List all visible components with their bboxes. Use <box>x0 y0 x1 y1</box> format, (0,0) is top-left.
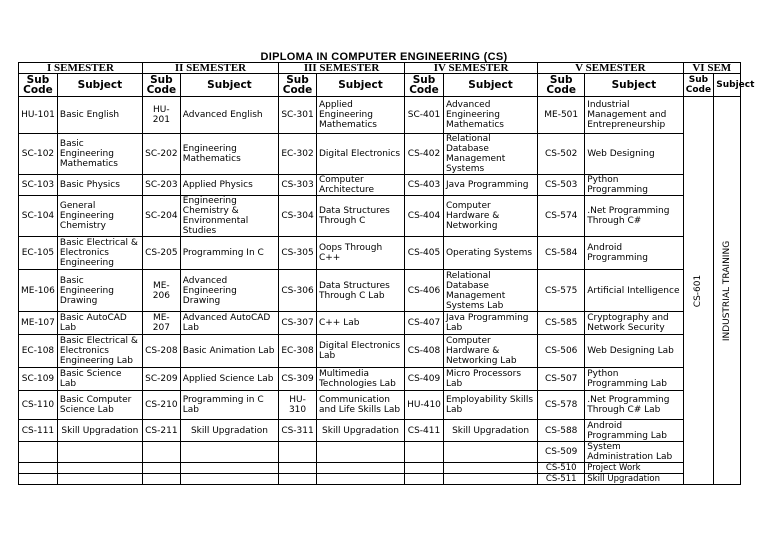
empty-cell <box>19 463 58 474</box>
empty-cell <box>57 463 142 474</box>
empty-cell <box>316 442 404 463</box>
subject-name-cell: Multimedia Technologies Lab <box>316 368 404 391</box>
sem6-subject-text: INDUSTRIAL TRAINING <box>722 240 733 341</box>
subject-code-cell: CS-506 <box>538 335 585 368</box>
subject-name-cell: Operating Systems <box>443 237 537 270</box>
subject-header: Subject <box>180 74 278 97</box>
subject-code-cell: CS-407 <box>405 312 444 335</box>
empty-cell <box>180 463 278 474</box>
subject-code-cell: CS-306 <box>279 270 317 312</box>
subject-code-cell: CS-208 <box>142 335 180 368</box>
subject-code-cell: CS-584 <box>538 237 585 270</box>
subject-name-cell: Basic English <box>57 97 142 134</box>
subject-name-cell: Applied Engineering Mathematics <box>316 97 404 134</box>
subject-code-cell: CS-578 <box>538 391 585 420</box>
subject-name-cell: .Net Programming Through C# Lab <box>585 391 683 420</box>
subject-row <box>19 312 741 335</box>
empty-cell <box>142 442 180 463</box>
empty-cell <box>19 442 58 463</box>
subject-name-cell: Basic AutoCAD Lab <box>57 312 142 335</box>
subject-code-cell: CS-309 <box>279 368 317 391</box>
subject-row <box>19 335 741 368</box>
subject-name-cell: Industrial Management and Entrepreneurship <box>585 97 683 134</box>
empty-cell <box>443 474 537 485</box>
empty-cell <box>405 442 444 463</box>
empty-cell <box>19 474 58 485</box>
subject-name-cell: Programming In C <box>180 237 278 270</box>
subject-code-cell: CS-511 <box>538 474 585 485</box>
subject-code-cell: CS-311 <box>279 420 317 442</box>
subject-code-cell: CS-574 <box>538 196 585 237</box>
subject-code-cell: CS-575 <box>538 270 585 312</box>
subject-name-cell: Java Programming <box>443 175 537 196</box>
subject-code-cell: CS-303 <box>279 175 317 196</box>
subject-name-cell: Digital Electronics <box>316 134 404 175</box>
sub-code-header: Sub Code <box>538 74 585 97</box>
subject-name-cell: Artificial Intelligence <box>585 270 683 312</box>
subject-code-cell: SC-209 <box>142 368 180 391</box>
subject-name-cell: Web Designing Lab <box>585 335 683 368</box>
subject-name-cell: Advanced Engineering Mathematics <box>443 97 537 134</box>
subject-code-cell: CS-510 <box>538 463 585 474</box>
subject-code-cell: CS-211 <box>142 420 180 442</box>
empty-cell <box>443 442 537 463</box>
subject-name-cell: Advanced AutoCAD Lab <box>180 312 278 335</box>
subject-name-cell: Skill Upgradation <box>443 420 537 442</box>
subject-code-cell: SC-102 <box>19 134 58 175</box>
subject-name-cell: Basic Animation Lab <box>180 335 278 368</box>
subject-code-cell: CS-205 <box>142 237 180 270</box>
empty-cell <box>180 442 278 463</box>
subject-code-cell: SC-103 <box>19 175 58 196</box>
subject-name-cell: Data Structures Through C Lab <box>316 270 404 312</box>
semester-2-header: II SEMESTER <box>142 63 278 74</box>
subject-name-cell: Basic Electrical & Electronics Engineering <box>57 237 142 270</box>
subject-code-cell: EC-308 <box>279 335 317 368</box>
subject-code-cell: CS-307 <box>279 312 317 335</box>
column-header-row <box>19 74 741 97</box>
subject-code-cell: ME-107 <box>19 312 58 335</box>
extra-subject-row <box>19 463 741 474</box>
subject-code-cell: HU-201 <box>142 97 180 134</box>
subject-name-cell: Oops Through C++ <box>316 237 404 270</box>
curriculum-table <box>18 62 755 485</box>
subject-code-cell: EC-105 <box>19 237 58 270</box>
subject-code-cell: CS-502 <box>538 134 585 175</box>
sub-code-header: Sub Code <box>19 74 58 97</box>
subject-code-cell: CS-405 <box>405 237 444 270</box>
subject-code-cell: SC-104 <box>19 196 58 237</box>
empty-cell <box>279 463 317 474</box>
empty-cell <box>142 463 180 474</box>
subject-name-cell: Android Programming <box>585 237 683 270</box>
subject-name-cell: Applied Physics <box>180 175 278 196</box>
subject-code-cell: HU-101 <box>19 97 58 134</box>
subject-name-cell: Android Programming Lab <box>585 420 683 442</box>
subject-name-cell: Data Structures Through C <box>316 196 404 237</box>
subject-name-cell: .Net Programming Through C# <box>585 196 683 237</box>
empty-cell <box>316 463 404 474</box>
subject-name-cell: Engineering Mathematics <box>180 134 278 175</box>
subject-row <box>19 97 741 134</box>
subject-row <box>19 237 741 270</box>
subject-name-cell: Employability Skills Lab <box>443 391 537 420</box>
subject-name-cell: Communication and Life Skills Lab <box>316 391 404 420</box>
subject-name-cell: Basic Computer Science Lab <box>57 391 142 420</box>
subject-name-cell: Skill Upgradation <box>585 474 683 485</box>
empty-cell <box>405 463 444 474</box>
semester-3-header: III SEMESTER <box>279 63 405 74</box>
subject-name-cell: Basic Science Lab <box>57 368 142 391</box>
subject-code-cell: ME-106 <box>19 270 58 312</box>
subject-code-cell: CS-110 <box>19 391 58 420</box>
empty-cell <box>405 474 444 485</box>
extra-subject-row <box>19 474 741 485</box>
subject-code-cell: SC-202 <box>142 134 180 175</box>
subject-name-cell: Relational Database Management Systems <box>443 134 537 175</box>
subject-row <box>19 175 741 196</box>
subject-name-cell: Java Programming Lab <box>443 312 537 335</box>
subject-name-cell: Relational Database Management Systems Lab <box>443 270 537 312</box>
sem6-code-cell <box>683 97 714 485</box>
subject-code-cell: CS-588 <box>538 420 585 442</box>
subject-name-cell: Micro Processors Lab <box>443 368 537 391</box>
subject-name-cell: Basic Engineering Drawing <box>57 270 142 312</box>
subject-code-cell: CS-509 <box>538 442 585 463</box>
subject-header: Subject <box>57 74 142 97</box>
subject-code-cell: CS-408 <box>405 335 444 368</box>
subject-name-cell: Skill Upgradation <box>57 420 142 442</box>
empty-cell <box>57 442 142 463</box>
subject-code-cell: CS-403 <box>405 175 444 196</box>
empty-cell <box>279 442 317 463</box>
subject-code-cell: ME-501 <box>538 97 585 134</box>
subject-name-cell: General Engineering Chemistry <box>57 196 142 237</box>
subject-code-cell: EC-302 <box>279 134 317 175</box>
subject-code-cell: CS-503 <box>538 175 585 196</box>
subject-code-cell: CS-585 <box>538 312 585 335</box>
sub-code-header: Sub Code <box>279 74 317 97</box>
subject-name-cell: Computer Hardware & Networking <box>443 196 537 237</box>
subject-code-cell: CS-304 <box>279 196 317 237</box>
subject-name-cell: Digital Electronics Lab <box>316 335 404 368</box>
subject-name-cell: Computer Architecture <box>316 175 404 196</box>
subject-code-cell: ME-206 <box>142 270 180 312</box>
subject-name-cell: Skill Upgradation <box>180 420 278 442</box>
subject-header: Subject <box>585 74 683 97</box>
empty-cell <box>180 474 278 485</box>
semester-1-header: I SEMESTER <box>19 63 143 74</box>
sem6-sub-code-header: Sub Code <box>683 74 714 97</box>
subject-code-cell: HU-310 <box>279 391 317 420</box>
semester-5-header: V SEMESTER <box>538 63 683 74</box>
sub-code-header: Sub Code <box>405 74 444 97</box>
subject-name-cell: Advanced English <box>180 97 278 134</box>
subject-code-cell: CS-411 <box>405 420 444 442</box>
subject-code-cell: CS-402 <box>405 134 444 175</box>
empty-cell <box>57 474 142 485</box>
subject-code-cell: HU-410 <box>405 391 444 420</box>
subject-name-cell: Web Designing <box>585 134 683 175</box>
subject-code-cell: SC-203 <box>142 175 180 196</box>
subject-row <box>19 134 741 175</box>
subject-code-cell: SC-401 <box>405 97 444 134</box>
subject-row <box>19 391 741 420</box>
subject-code-cell: SC-301 <box>279 97 317 134</box>
empty-cell <box>279 474 317 485</box>
subject-name-cell: Cryptography and Network Security <box>585 312 683 335</box>
extra-subject-row <box>19 442 741 463</box>
subject-name-cell: Python Programming <box>585 175 683 196</box>
subject-name-cell: Applied Science Lab <box>180 368 278 391</box>
subject-row <box>19 420 741 442</box>
subject-code-cell: CS-404 <box>405 196 444 237</box>
semester-6-header: VI SEM <box>683 63 740 74</box>
sub-code-header: Sub Code <box>142 74 180 97</box>
sem6-subject-cell <box>714 97 741 485</box>
subject-code-cell: CS-305 <box>279 237 317 270</box>
subject-name-cell: Basic Engineering Mathematics <box>57 134 142 175</box>
subject-name-cell: Engineering Chemistry & Environmental Studies <box>180 196 278 237</box>
subject-code-cell: CS-507 <box>538 368 585 391</box>
subject-code-cell: SC-204 <box>142 196 180 237</box>
empty-cell <box>316 474 404 485</box>
sem6-subject-header: Subject <box>714 74 741 97</box>
subject-header: Subject <box>316 74 404 97</box>
subject-code-cell: EC-108 <box>19 335 58 368</box>
subject-row <box>19 196 741 237</box>
document-title: DIPLOMA IN COMPUTER ENGINEERING (CS) <box>260 51 508 63</box>
sem6-code-text: CS-601 <box>693 274 704 307</box>
empty-cell <box>443 463 537 474</box>
subject-name-cell: Project Work <box>585 463 683 474</box>
semester-header-row <box>19 63 741 74</box>
subject-name-cell: Skill Upgradation <box>316 420 404 442</box>
subject-code-cell: CS-111 <box>19 420 58 442</box>
subject-code-cell: CS-406 <box>405 270 444 312</box>
subject-code-cell: ME-207 <box>142 312 180 335</box>
subject-name-cell: Basic Electrical & Electronics Engineering Lab <box>57 335 142 368</box>
subject-name-cell: Advanced Engineering Drawing <box>180 270 278 312</box>
subject-name-cell: Programming in C Lab <box>180 391 278 420</box>
subject-name-cell: Basic Physics <box>57 175 142 196</box>
subject-row <box>19 270 741 312</box>
subject-name-cell: C++ Lab <box>316 312 404 335</box>
subject-code-cell: CS-409 <box>405 368 444 391</box>
subject-name-cell: Python Programming Lab <box>585 368 683 391</box>
semester-4-header: IV SEMESTER <box>405 63 538 74</box>
subject-code-cell: SC-109 <box>19 368 58 391</box>
subject-row <box>19 368 741 391</box>
empty-cell <box>142 474 180 485</box>
subject-code-cell: CS-210 <box>142 391 180 420</box>
subject-name-cell: Computer Hardware & Networking Lab <box>443 335 537 368</box>
subject-header: Subject <box>443 74 537 97</box>
subject-name-cell: System Administration Lab <box>585 442 683 463</box>
